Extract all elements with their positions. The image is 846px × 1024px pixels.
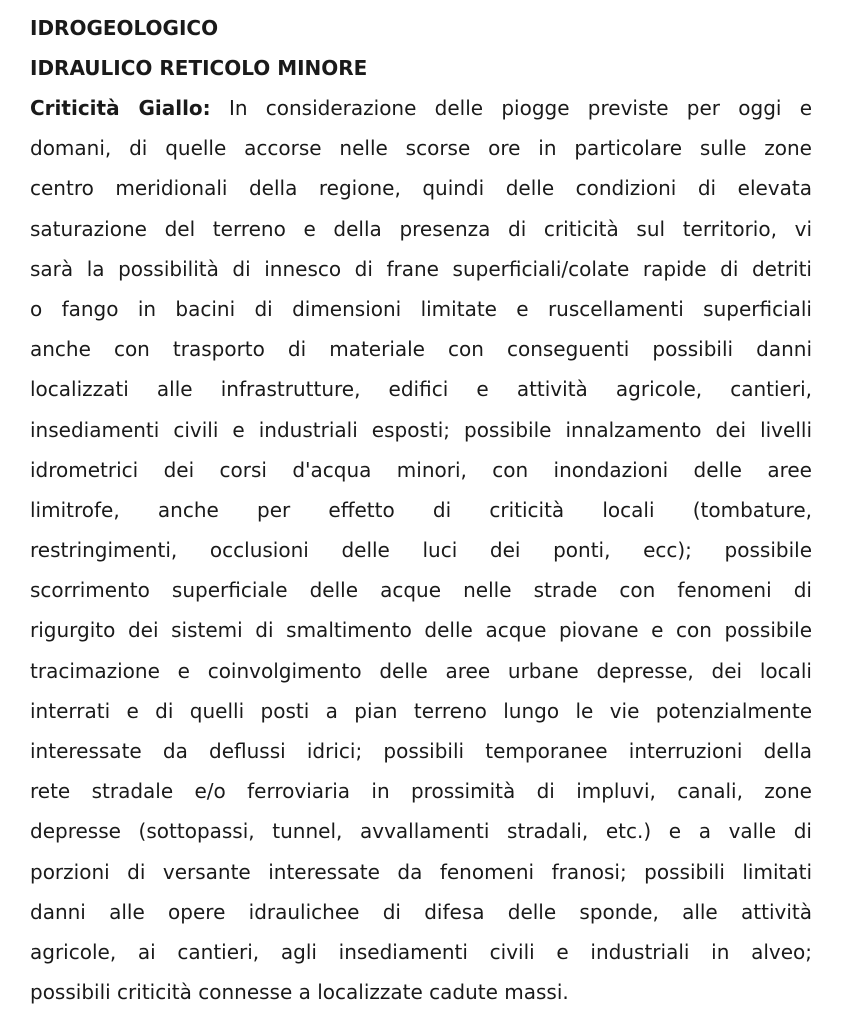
paragraph-line: tracimazione e coinvolgimento delle aree urbane depresse, dei locali	[30, 658, 812, 683]
paragraph-line: localizzati alle infrastrutture, edifici e attività agricole, cantieri,	[30, 377, 812, 402]
criticality-paragraph	[30, 88, 812, 1012]
paragraph-line: rete stradale e/o ferroviaria in prossimità di impluvi, canali, zone	[30, 779, 812, 804]
paragraph-line: rigurgito dei sistemi di smaltimento delle acque piovane e con possibile	[30, 618, 812, 643]
section-heading: IDROGEOLOGICO	[30, 16, 219, 40]
paragraph-line: insediamenti civili e industriali esposti; possibile innalzamento dei livelli	[30, 417, 812, 442]
paragraph-line: o fango in bacini di dimensioni limitate e ruscellamenti superficiali	[30, 296, 812, 321]
criticality-label: Criticità Giallo:	[30, 96, 211, 120]
paragraph-line: idrometrici dei corsi d'acqua minori, con inondazioni delle aree	[30, 457, 812, 482]
paragraph-line: interrati e di quelli posti a pian terreno lungo le vie potenzialmente	[30, 698, 812, 723]
paragraph-line: possibili criticità connesse a localizzate cadute massi.	[30, 980, 569, 1005]
paragraph-line: danni alle opere idraulichee di difesa delle sponde, alle attività	[30, 899, 812, 924]
paragraph-line: restringimenti, occlusioni delle luci dei ponti, ecc); possibile	[30, 538, 812, 563]
paragraph-line: sarà la possibilità di innesco di frane superficiali/colate rapide di detriti	[30, 256, 812, 281]
paragraph-line: interessate da deflussi idrici; possibili temporanee interruzioni della	[30, 739, 812, 763]
paragraph-line: scorrimento superficiale delle acque nelle strade con fenomeni di	[30, 578, 812, 603]
paragraph-line: domani, di quelle accorse nelle scorse ore in particolare sulle zone	[30, 136, 812, 161]
subsection-heading: IDRAULICO RETICOLO MINORE	[30, 56, 368, 80]
paragraph-line: centro meridionali della regione, quindi delle condizioni di elevata	[30, 176, 812, 201]
paragraph-line: saturazione del terreno e della presenza di criticità sul territorio, vi	[30, 216, 812, 241]
paragraph-line	[30, 88, 812, 128]
paragraph-line: agricole, ai cantieri, agli insediamenti civili e industriali in alveo;	[30, 939, 812, 964]
paragraph-line: anche con trasporto di materiale con conseguenti possibili danni	[30, 337, 812, 362]
document-page	[30, 8, 812, 1012]
paragraph-line: porzioni di versante interessate da fenomeni franosi; possibili limitati	[30, 859, 812, 884]
paragraph-line: limitrofe, anche per effetto di criticità locali (tombature,	[30, 497, 812, 522]
paragraph-line: depresse (sottopassi, tunnel, avvallamenti stradali, etc.) e a valle di	[30, 819, 812, 844]
paragraph-line-text: In considerazione delle piogge previste per oggi e	[228, 96, 813, 120]
